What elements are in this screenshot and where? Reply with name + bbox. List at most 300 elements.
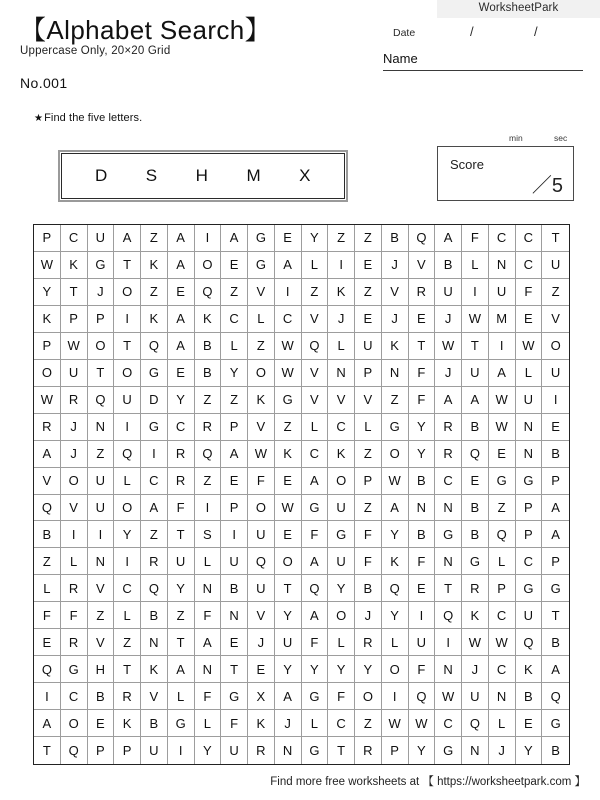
grid-cell[interactable]: A <box>168 306 195 333</box>
grid-cell[interactable]: T <box>114 333 141 360</box>
grid-cell[interactable]: W <box>435 333 462 360</box>
grid-cell[interactable]: E <box>355 306 382 333</box>
grid-cell[interactable]: Q <box>409 683 436 710</box>
grid-cell[interactable]: U <box>248 575 275 602</box>
grid-cell[interactable]: R <box>435 414 462 441</box>
grid-cell[interactable]: O <box>542 333 569 360</box>
grid-cell[interactable]: K <box>248 387 275 414</box>
grid-cell[interactable]: R <box>462 575 489 602</box>
grid-cell[interactable]: O <box>248 360 275 387</box>
grid-cell[interactable]: J <box>462 656 489 683</box>
grid-cell[interactable]: Z <box>114 629 141 656</box>
grid-cell[interactable]: K <box>61 252 88 279</box>
grid-cell[interactable]: T <box>114 656 141 683</box>
grid-cell[interactable]: A <box>382 495 409 522</box>
grid-cell[interactable]: F <box>61 602 88 629</box>
grid-cell[interactable]: O <box>114 360 141 387</box>
grid-cell[interactable]: R <box>409 279 436 306</box>
grid-cell[interactable]: N <box>195 656 222 683</box>
grid-cell[interactable]: Y <box>275 656 302 683</box>
grid-cell[interactable]: U <box>61 360 88 387</box>
grid-cell[interactable]: C <box>516 225 543 252</box>
grid-cell[interactable]: K <box>141 656 168 683</box>
grid-cell[interactable]: E <box>275 521 302 548</box>
grid-cell[interactable]: L <box>462 252 489 279</box>
grid-cell[interactable]: N <box>328 360 355 387</box>
grid-cell[interactable]: I <box>168 737 195 764</box>
grid-cell[interactable]: A <box>462 387 489 414</box>
grid-cell[interactable]: E <box>34 629 61 656</box>
grid-cell[interactable]: F <box>302 629 329 656</box>
grid-cell[interactable]: V <box>88 629 115 656</box>
grid-cell[interactable]: I <box>382 683 409 710</box>
grid-cell[interactable]: Y <box>409 441 436 468</box>
grid-cell[interactable]: U <box>355 333 382 360</box>
grid-cell[interactable]: A <box>221 441 248 468</box>
grid-cell[interactable]: Q <box>382 575 409 602</box>
grid-cell[interactable]: I <box>114 548 141 575</box>
grid-cell[interactable]: U <box>489 279 516 306</box>
grid-cell[interactable]: B <box>435 252 462 279</box>
grid-cell[interactable]: K <box>34 306 61 333</box>
grid-cell[interactable]: Q <box>34 656 61 683</box>
grid-cell[interactable]: D <box>141 387 168 414</box>
grid-cell[interactable]: V <box>88 575 115 602</box>
grid-cell[interactable]: G <box>516 468 543 495</box>
grid-cell[interactable]: L <box>489 548 516 575</box>
grid-cell[interactable]: A <box>114 225 141 252</box>
grid-cell[interactable]: W <box>275 360 302 387</box>
grid-cell[interactable]: N <box>195 575 222 602</box>
grid-cell[interactable]: K <box>382 548 409 575</box>
grid-cell[interactable]: B <box>382 225 409 252</box>
grid-cell[interactable]: Q <box>61 737 88 764</box>
grid-cell[interactable]: F <box>195 602 222 629</box>
grid-cell[interactable]: U <box>221 737 248 764</box>
grid-cell[interactable]: Q <box>542 683 569 710</box>
grid-cell[interactable]: B <box>516 683 543 710</box>
grid-cell[interactable]: V <box>328 387 355 414</box>
grid-cell[interactable]: V <box>248 602 275 629</box>
grid-cell[interactable]: W <box>462 306 489 333</box>
grid-cell[interactable]: I <box>435 629 462 656</box>
grid-cell[interactable]: Q <box>489 521 516 548</box>
grid-cell[interactable]: B <box>141 710 168 737</box>
grid-cell[interactable]: V <box>355 387 382 414</box>
grid-cell[interactable]: J <box>61 441 88 468</box>
grid-cell[interactable]: P <box>114 737 141 764</box>
grid-cell[interactable]: P <box>355 468 382 495</box>
grid-cell[interactable]: R <box>355 737 382 764</box>
grid-cell[interactable]: R <box>61 629 88 656</box>
grid-cell[interactable]: V <box>302 360 329 387</box>
grid-cell[interactable]: Z <box>302 279 329 306</box>
grid-cell[interactable]: G <box>489 468 516 495</box>
grid-cell[interactable]: Z <box>382 387 409 414</box>
grid-cell[interactable]: E <box>516 710 543 737</box>
grid-cell[interactable]: P <box>489 575 516 602</box>
grid-cell[interactable]: E <box>275 225 302 252</box>
grid-cell[interactable]: Z <box>328 225 355 252</box>
grid-cell[interactable]: A <box>435 225 462 252</box>
grid-cell[interactable]: W <box>489 629 516 656</box>
grid-cell[interactable]: F <box>248 468 275 495</box>
grid-cell[interactable]: G <box>141 414 168 441</box>
grid-cell[interactable]: M <box>489 306 516 333</box>
grid-cell[interactable]: P <box>355 360 382 387</box>
grid-cell[interactable]: U <box>114 387 141 414</box>
grid-cell[interactable]: B <box>355 575 382 602</box>
grid-cell[interactable]: E <box>516 306 543 333</box>
grid-cell[interactable]: U <box>88 225 115 252</box>
grid-cell[interactable]: O <box>382 441 409 468</box>
grid-cell[interactable]: Z <box>88 602 115 629</box>
grid-cell[interactable]: K <box>462 602 489 629</box>
grid-cell[interactable]: I <box>489 333 516 360</box>
grid-cell[interactable]: U <box>168 548 195 575</box>
grid-cell[interactable]: T <box>221 656 248 683</box>
grid-cell[interactable]: A <box>275 683 302 710</box>
grid-cell[interactable]: Q <box>141 575 168 602</box>
grid-cell[interactable]: V <box>34 468 61 495</box>
grid-cell[interactable]: Z <box>248 333 275 360</box>
grid-cell[interactable]: U <box>248 521 275 548</box>
grid-cell[interactable]: I <box>61 521 88 548</box>
grid-cell[interactable]: Y <box>382 521 409 548</box>
grid-cell[interactable]: C <box>168 414 195 441</box>
grid-cell[interactable]: U <box>409 629 436 656</box>
grid-cell[interactable]: L <box>114 602 141 629</box>
grid-cell[interactable]: T <box>168 521 195 548</box>
grid-cell[interactable]: U <box>542 360 569 387</box>
grid-cell[interactable]: P <box>542 548 569 575</box>
grid-cell[interactable]: E <box>248 656 275 683</box>
grid-cell[interactable]: J <box>435 306 462 333</box>
grid-cell[interactable]: I <box>195 225 222 252</box>
grid-cell[interactable]: A <box>168 333 195 360</box>
grid-cell[interactable]: Y <box>114 521 141 548</box>
grid-cell[interactable]: J <box>248 629 275 656</box>
grid-cell[interactable]: Z <box>355 279 382 306</box>
grid-cell[interactable]: E <box>221 252 248 279</box>
grid-cell[interactable]: W <box>409 710 436 737</box>
grid-cell[interactable]: G <box>302 495 329 522</box>
grid-cell[interactable]: A <box>168 252 195 279</box>
grid-cell[interactable]: K <box>248 710 275 737</box>
grid-cell[interactable]: C <box>61 225 88 252</box>
grid-cell[interactable]: G <box>435 521 462 548</box>
grid-cell[interactable]: Y <box>195 737 222 764</box>
grid-cell[interactable]: E <box>168 279 195 306</box>
grid-cell[interactable]: V <box>302 387 329 414</box>
grid-cell[interactable]: L <box>302 252 329 279</box>
grid-cell[interactable]: J <box>435 360 462 387</box>
grid-cell[interactable]: C <box>489 225 516 252</box>
grid-cell[interactable]: Y <box>168 387 195 414</box>
grid-cell[interactable]: V <box>248 414 275 441</box>
grid-cell[interactable]: T <box>61 279 88 306</box>
grid-cell[interactable]: H <box>88 656 115 683</box>
grid-cell[interactable]: E <box>88 710 115 737</box>
grid-cell[interactable]: Y <box>221 360 248 387</box>
grid-cell[interactable]: R <box>248 737 275 764</box>
grid-cell[interactable]: N <box>382 360 409 387</box>
grid-cell[interactable]: Y <box>34 279 61 306</box>
grid-cell[interactable]: F <box>195 683 222 710</box>
grid-cell[interactable]: F <box>168 495 195 522</box>
grid-cell[interactable]: Z <box>168 602 195 629</box>
grid-cell[interactable]: K <box>195 306 222 333</box>
grid-cell[interactable]: I <box>141 441 168 468</box>
grid-cell[interactable]: Q <box>141 333 168 360</box>
grid-cell[interactable]: G <box>248 225 275 252</box>
grid-cell[interactable]: O <box>355 683 382 710</box>
grid-cell[interactable]: K <box>141 306 168 333</box>
grid-cell[interactable]: Y <box>168 575 195 602</box>
grid-cell[interactable]: Z <box>275 414 302 441</box>
grid-cell[interactable]: O <box>275 548 302 575</box>
grid-cell[interactable]: C <box>221 306 248 333</box>
grid-cell[interactable]: L <box>114 468 141 495</box>
grid-cell[interactable]: Q <box>462 710 489 737</box>
grid-cell[interactable]: G <box>141 360 168 387</box>
grid-cell[interactable]: B <box>195 360 222 387</box>
grid-cell[interactable]: B <box>141 602 168 629</box>
grid-cell[interactable]: Z <box>141 279 168 306</box>
grid-cell[interactable]: C <box>516 548 543 575</box>
grid-cell[interactable]: G <box>328 521 355 548</box>
grid-cell[interactable]: E <box>221 629 248 656</box>
grid-cell[interactable]: P <box>34 333 61 360</box>
grid-cell[interactable]: F <box>409 656 436 683</box>
grid-cell[interactable]: W <box>275 495 302 522</box>
grid-cell[interactable]: Y <box>409 414 436 441</box>
grid-cell[interactable]: G <box>516 575 543 602</box>
grid-cell[interactable]: U <box>328 495 355 522</box>
grid-cell[interactable]: C <box>61 683 88 710</box>
grid-cell[interactable]: E <box>409 306 436 333</box>
grid-cell[interactable]: Y <box>382 602 409 629</box>
grid-cell[interactable]: P <box>542 468 569 495</box>
grid-cell[interactable]: N <box>516 414 543 441</box>
grid-cell[interactable]: E <box>409 575 436 602</box>
grid-cell[interactable]: L <box>302 710 329 737</box>
grid-cell[interactable]: O <box>88 333 115 360</box>
grid-cell[interactable]: P <box>382 737 409 764</box>
grid-cell[interactable]: N <box>409 495 436 522</box>
grid-cell[interactable]: R <box>141 548 168 575</box>
grid-cell[interactable]: T <box>168 629 195 656</box>
grid-cell[interactable]: R <box>168 441 195 468</box>
grid-cell[interactable]: Q <box>34 495 61 522</box>
grid-cell[interactable]: O <box>61 710 88 737</box>
grid-cell[interactable]: N <box>435 548 462 575</box>
grid-cell[interactable]: Z <box>221 279 248 306</box>
grid-cell[interactable]: O <box>248 495 275 522</box>
grid-cell[interactable]: B <box>542 629 569 656</box>
grid-cell[interactable]: G <box>221 683 248 710</box>
grid-cell[interactable]: T <box>435 575 462 602</box>
grid-cell[interactable]: O <box>328 468 355 495</box>
grid-cell[interactable]: F <box>328 683 355 710</box>
grid-cell[interactable]: A <box>489 360 516 387</box>
grid-cell[interactable]: Z <box>195 387 222 414</box>
grid-cell[interactable]: N <box>489 252 516 279</box>
grid-cell[interactable]: C <box>302 441 329 468</box>
grid-cell[interactable]: V <box>382 279 409 306</box>
grid-cell[interactable]: W <box>516 333 543 360</box>
grid-cell[interactable]: R <box>61 575 88 602</box>
grid-cell[interactable]: K <box>382 333 409 360</box>
grid-cell[interactable]: A <box>302 548 329 575</box>
grid-cell[interactable]: S <box>195 521 222 548</box>
grid-cell[interactable]: I <box>195 495 222 522</box>
grid-cell[interactable]: P <box>221 414 248 441</box>
grid-cell[interactable]: P <box>516 521 543 548</box>
grid-cell[interactable]: A <box>34 710 61 737</box>
grid-cell[interactable]: E <box>355 252 382 279</box>
grid-cell[interactable]: O <box>34 360 61 387</box>
grid-cell[interactable]: Y <box>302 225 329 252</box>
grid-cell[interactable]: A <box>435 387 462 414</box>
grid-cell[interactable]: A <box>302 468 329 495</box>
grid-cell[interactable]: V <box>302 306 329 333</box>
grid-cell[interactable]: I <box>462 279 489 306</box>
grid-cell[interactable]: N <box>88 414 115 441</box>
grid-cell[interactable]: V <box>141 683 168 710</box>
grid-cell[interactable]: Z <box>355 710 382 737</box>
grid-cell[interactable]: F <box>516 279 543 306</box>
grid-cell[interactable]: T <box>34 737 61 764</box>
grid-cell[interactable]: T <box>88 360 115 387</box>
grid-cell[interactable]: N <box>489 683 516 710</box>
grid-cell[interactable]: Z <box>88 441 115 468</box>
grid-cell[interactable]: Z <box>355 495 382 522</box>
grid-cell[interactable]: N <box>88 548 115 575</box>
grid-cell[interactable]: B <box>409 468 436 495</box>
grid-cell[interactable]: A <box>34 441 61 468</box>
grid-cell[interactable]: N <box>275 737 302 764</box>
grid-cell[interactable]: T <box>462 333 489 360</box>
grid-cell[interactable]: U <box>516 387 543 414</box>
grid-cell[interactable]: Q <box>195 279 222 306</box>
grid-cell[interactable]: K <box>328 441 355 468</box>
grid-cell[interactable]: A <box>195 629 222 656</box>
grid-cell[interactable]: C <box>275 306 302 333</box>
grid-cell[interactable]: A <box>542 656 569 683</box>
grid-cell[interactable]: L <box>34 575 61 602</box>
grid-cell[interactable]: N <box>435 495 462 522</box>
grid-cell[interactable]: L <box>382 629 409 656</box>
grid-cell[interactable]: E <box>542 414 569 441</box>
grid-cell[interactable]: U <box>516 602 543 629</box>
grid-cell[interactable]: F <box>409 548 436 575</box>
grid-cell[interactable]: U <box>462 683 489 710</box>
grid-cell[interactable]: U <box>435 279 462 306</box>
grid-cell[interactable]: W <box>489 387 516 414</box>
grid-cell[interactable]: J <box>382 252 409 279</box>
grid-cell[interactable]: F <box>355 521 382 548</box>
grid-cell[interactable]: N <box>141 629 168 656</box>
grid-cell[interactable]: C <box>435 468 462 495</box>
grid-cell[interactable]: I <box>275 279 302 306</box>
grid-cell[interactable]: C <box>328 414 355 441</box>
grid-cell[interactable]: N <box>462 737 489 764</box>
grid-cell[interactable]: G <box>275 387 302 414</box>
grid-cell[interactable]: W <box>61 333 88 360</box>
grid-cell[interactable]: P <box>61 306 88 333</box>
grid-cell[interactable]: R <box>435 441 462 468</box>
grid-cell[interactable]: J <box>328 306 355 333</box>
grid-cell[interactable]: T <box>114 252 141 279</box>
grid-cell[interactable]: C <box>489 602 516 629</box>
grid-cell[interactable]: L <box>221 333 248 360</box>
grid-cell[interactable]: O <box>195 252 222 279</box>
grid-cell[interactable]: W <box>34 387 61 414</box>
grid-cell[interactable]: R <box>114 683 141 710</box>
grid-cell[interactable]: P <box>34 225 61 252</box>
grid-cell[interactable]: B <box>542 441 569 468</box>
grid-cell[interactable]: E <box>489 441 516 468</box>
grid-cell[interactable]: A <box>302 602 329 629</box>
grid-cell[interactable]: B <box>34 521 61 548</box>
grid-cell[interactable]: Q <box>462 441 489 468</box>
grid-cell[interactable]: O <box>328 602 355 629</box>
grid-cell[interactable]: T <box>409 333 436 360</box>
grid-cell[interactable]: U <box>88 468 115 495</box>
grid-cell[interactable]: K <box>516 656 543 683</box>
grid-cell[interactable]: G <box>542 575 569 602</box>
grid-cell[interactable]: Z <box>141 225 168 252</box>
grid-cell[interactable]: Q <box>248 548 275 575</box>
grid-cell[interactable]: R <box>61 387 88 414</box>
grid-cell[interactable]: L <box>355 414 382 441</box>
grid-cell[interactable]: Y <box>275 602 302 629</box>
grid-cell[interactable]: T <box>542 602 569 629</box>
grid-cell[interactable]: Z <box>355 441 382 468</box>
grid-cell[interactable]: N <box>435 656 462 683</box>
grid-cell[interactable]: N <box>221 602 248 629</box>
grid-cell[interactable]: C <box>435 710 462 737</box>
grid-cell[interactable]: R <box>168 468 195 495</box>
grid-cell[interactable]: I <box>221 521 248 548</box>
name-write-line[interactable] <box>383 70 583 71</box>
grid-cell[interactable]: B <box>462 414 489 441</box>
grid-cell[interactable]: U <box>275 629 302 656</box>
grid-cell[interactable]: L <box>328 333 355 360</box>
grid-cell[interactable]: N <box>516 441 543 468</box>
grid-cell[interactable]: I <box>114 306 141 333</box>
grid-cell[interactable]: Z <box>542 279 569 306</box>
grid-cell[interactable]: Z <box>489 495 516 522</box>
grid-cell[interactable]: C <box>516 252 543 279</box>
grid-cell[interactable]: K <box>328 279 355 306</box>
grid-cell[interactable]: A <box>168 656 195 683</box>
score-box[interactable] <box>437 146 574 201</box>
grid-cell[interactable]: E <box>221 468 248 495</box>
grid-cell[interactable]: F <box>34 602 61 629</box>
grid-cell[interactable]: Z <box>221 387 248 414</box>
grid-cell[interactable]: I <box>409 602 436 629</box>
grid-cell[interactable]: G <box>435 737 462 764</box>
grid-cell[interactable]: V <box>248 279 275 306</box>
grid-cell[interactable]: V <box>61 495 88 522</box>
grid-cell[interactable]: W <box>34 252 61 279</box>
grid-cell[interactable]: O <box>114 495 141 522</box>
grid-cell[interactable]: W <box>382 468 409 495</box>
grid-cell[interactable]: E <box>462 468 489 495</box>
grid-cell[interactable]: F <box>355 548 382 575</box>
